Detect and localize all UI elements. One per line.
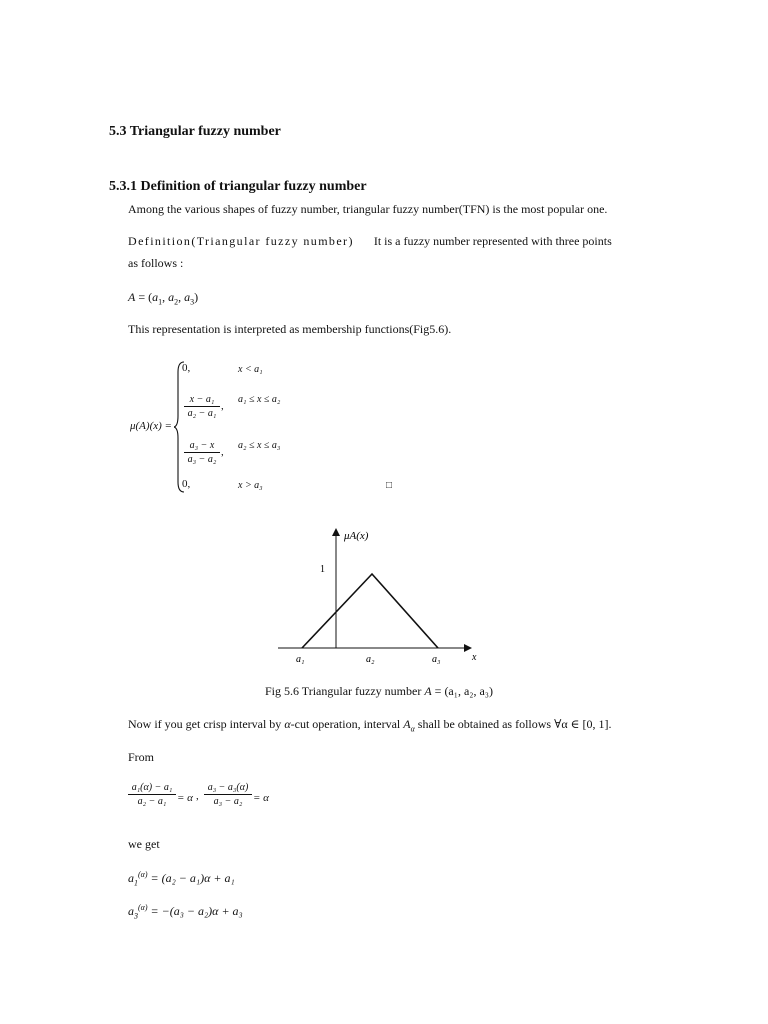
case4-value: 0, <box>182 478 191 490</box>
x-tick-label: a₃ <box>432 654 441 665</box>
alpha-fraction-1: a₁(α) − a₁ a₂ − a₁ <box>128 782 176 807</box>
end-of-definition-marker: □ <box>386 480 393 491</box>
y-tick-label: 1 <box>320 564 325 575</box>
case3-condition: a₂ ≤ x ≤ a₃ <box>238 440 281 451</box>
crisp-interval-paragraph: Now if you get crisp interval by α-cut operation, interval $A_\alpha$ shall be obtained as follows ∀α ∈ [0, 1]. <box>128 717 612 734</box>
triangle-membership-line <box>302 574 438 648</box>
piecewise-brace <box>174 360 186 494</box>
from-label: From <box>128 750 155 764</box>
definition-label: Definition(Triangular fuzzy number) <box>128 234 354 248</box>
piecewise-lhs: μ(A)(x) = <box>130 420 172 432</box>
x-tick-label: a₁ <box>296 654 305 665</box>
definition-continuation: as follows : <box>128 256 184 270</box>
figure-caption: Fig 5.6 Triangular fuzzy number A = (a₁, a₂, a₃) <box>265 684 493 698</box>
triangle-figure <box>260 520 500 670</box>
alpha-result-a3: $a_3^{(\alpha)} = -(a_3 - a_2)\alpha + a_3$ <box>128 903 243 921</box>
case3-fraction: a₃ − x a₃ − a₂ <box>184 440 220 465</box>
section-title: 5.3 Triangular fuzzy number <box>109 124 281 139</box>
alpha-fraction-2: a₃ − a₃(α) a₃ − a₂ <box>204 782 252 807</box>
case2-condition: a₁ ≤ x ≤ a₂ <box>238 394 281 405</box>
intro-paragraph: Among the various shapes of fuzzy number, triangular fuzzy number(TFN) is the most popular one. <box>128 202 608 216</box>
x-axis-label: x <box>472 652 477 663</box>
subsection-title: 5.3.1 Definition of triangular fuzzy number <box>109 179 367 194</box>
x-tick-label: a₂ <box>366 654 375 665</box>
definition-text: It is a fuzzy number represented with three points <box>373 234 612 248</box>
alpha-result-a1: $a_1^{(\alpha)} = (a_2 - a_1)\alpha + a_1$ <box>128 870 235 888</box>
definition-line <box>128 234 612 249</box>
case1-value: 0, <box>182 362 191 374</box>
we-get-label: we get <box>128 837 160 851</box>
case1-condition: x < a₁ <box>238 364 263 375</box>
y-axis-label: μA(x) <box>344 530 369 542</box>
representation-paragraph: This representation is interpreted as membership functions(Fig5.6). <box>128 322 452 336</box>
case4-condition: x > a₃ <box>238 480 263 491</box>
tfn-representation: $A = (a_1$, $a_2$, $a_3$) <box>128 290 199 307</box>
case2-fraction: x − a₁ a₂ − a₁ <box>184 394 220 419</box>
